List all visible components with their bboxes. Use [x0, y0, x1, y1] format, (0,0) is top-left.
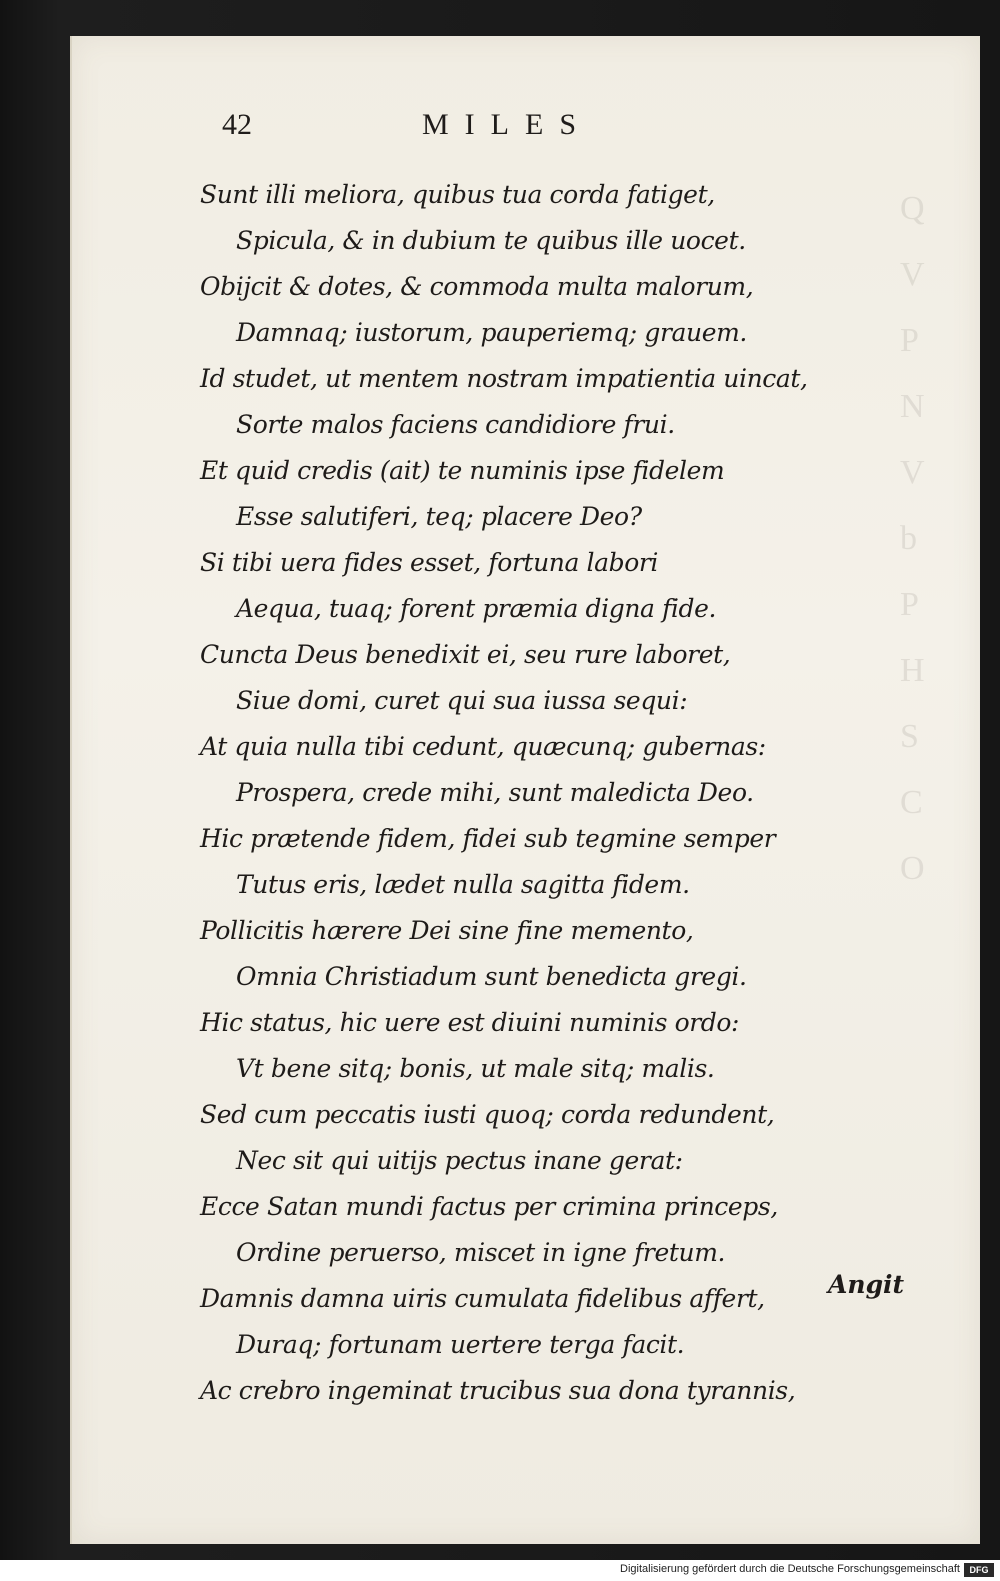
verse-line: Siue domi, curet qui sua iussa sequi: [236, 686, 688, 715]
verse-text [200, 172, 840, 1414]
verse-line: Sed cum peccatis iusti quoq; corda redundent, [200, 1100, 775, 1129]
verse-line: Et quid credis (ait) te numinis ipse fidelem [200, 456, 725, 485]
verse-line: Ecce Satan mundi factus per crimina princeps, [200, 1192, 778, 1221]
verse-line: Omnia Christiadum sunt benedicta gregi. [236, 962, 747, 991]
verse-line: Hic prætende fidem, fidei sub tegmine semper [200, 824, 776, 853]
running-head: MILES [422, 108, 592, 141]
page-header [222, 108, 702, 152]
attribution-text: Digitalisierung gefördert durch die Deutsche Forschungsgemeinschaft [620, 1563, 960, 1575]
verse-line: Si tibi uera fides esset, fortuna labori [200, 548, 659, 577]
verse-line: Nec sit qui uitijs pectus inane gerat: [236, 1146, 683, 1175]
verse-line: Duraq; fortunam uertere terga facit. [236, 1330, 685, 1359]
verse-line: At quia nulla tibi cedunt, quæcunq; gubernas: [200, 732, 766, 761]
page-number: 42 [222, 108, 252, 141]
verse-line: Vt bene sitq; bonis, ut male sitq; malis. [236, 1054, 715, 1083]
dfg-logo: DFG [964, 1563, 994, 1577]
verse-line: Esse salutiferi, teq; placere Deo? [236, 502, 642, 531]
verse-line: Ordine peruerso, miscet in igne fretum. [236, 1238, 726, 1267]
verse-line: Pollicitis hærere Dei sine fine memento, [200, 916, 694, 945]
verse-line: Id studet, ut mentem nostram impatientia uincat, [200, 364, 808, 393]
verse-line: Obijcit & dotes, & commoda multa malorum, [200, 272, 754, 301]
verse-line: Tutus eris, lædet nulla sagitta fidem. [236, 870, 690, 899]
verse-line: Sorte malos faciens candidiore frui. [236, 410, 675, 439]
verse-line: Aequa, tuaq; forent præmia digna fide. [236, 594, 717, 623]
bleed-through: Q V P N V b P H S C O [900, 190, 925, 887]
verse-line: Damnis damna uiris cumulata fidelibus affert, [200, 1284, 765, 1313]
footer-strip [0, 1560, 1000, 1581]
catchword: Angit [828, 1270, 905, 1299]
verse-line: Spicula, & in dubium te quibus ille uocet. [236, 226, 746, 255]
verse-line: Prospera, crede mihi, sunt maledicta Deo. [236, 778, 754, 807]
verse-line: Ac crebro ingeminat trucibus sua dona tyrannis, [200, 1376, 796, 1405]
verse-line: Damnaq; iustorum, pauperiemq; grauem. [236, 318, 747, 347]
verse-line: Cuncta Deus benedixit ei, seu rure laboret, [200, 640, 731, 669]
verse-line: Hic status, hic uere est diuini numinis ordo: [200, 1008, 740, 1037]
verse-line: Sunt illi meliora, quibus tua corda fatiget, [200, 180, 715, 209]
